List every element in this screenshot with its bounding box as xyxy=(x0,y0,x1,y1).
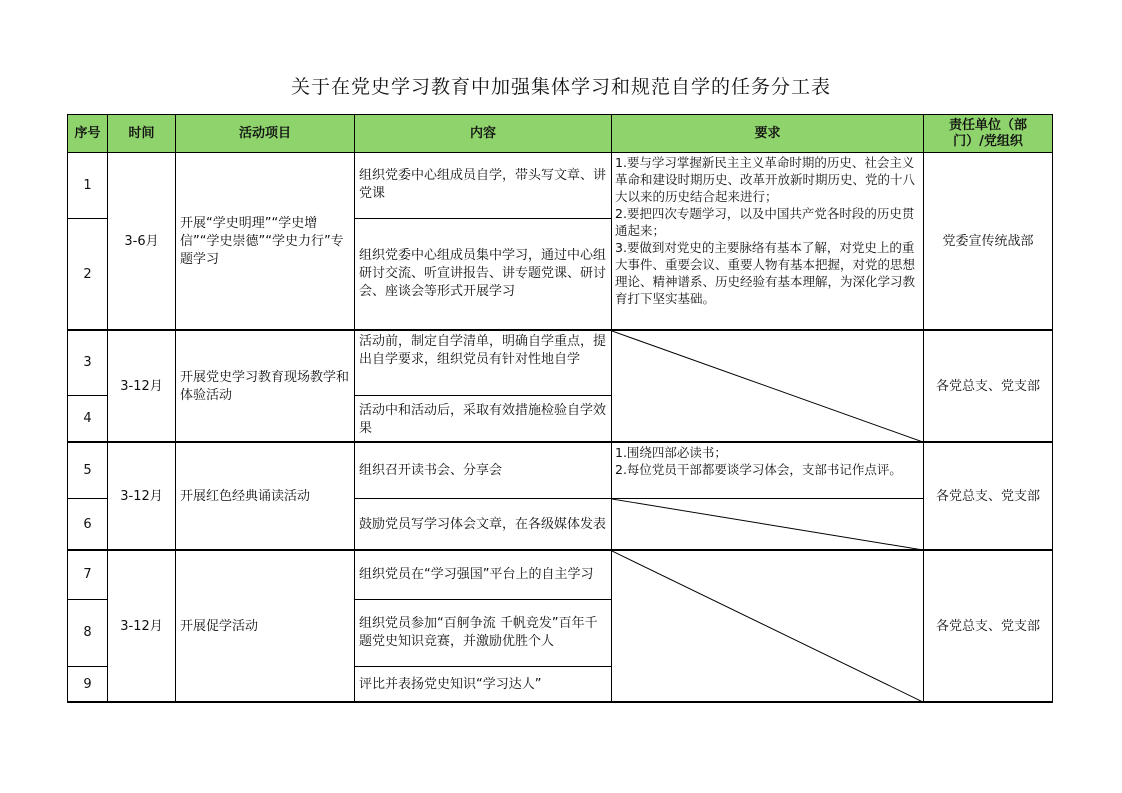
seq-cell: 9 xyxy=(67,666,108,703)
table-bottom-border xyxy=(67,701,1053,703)
seq-cell: 6 xyxy=(67,498,108,551)
content-cell: 组织党委中心组成员自学，带头写文章、讲党课 xyxy=(354,152,612,219)
seq-cell: 1 xyxy=(67,152,108,219)
content-cell: 活动中和活动后，采取有效措施检验自学效果 xyxy=(354,395,612,443)
activity-cell: 开展“学史明理”“学史增信”“学史崇德”“学史力行”专题学习 xyxy=(175,152,355,331)
content-cell: 组织召开读书会、分享会 xyxy=(354,442,612,499)
activity-cell: 开展红色经典诵读活动 xyxy=(175,442,355,551)
diagonal-line xyxy=(612,551,923,702)
time-cell: 3-6月 xyxy=(107,152,176,331)
unit-cell: 党委宣传统战部 xyxy=(923,152,1053,331)
requirement-empty-cell xyxy=(611,330,924,443)
header-requirement: 要求 xyxy=(611,114,924,153)
requirement-cell: 1.要与学习掌握新民主主义革命时期的历史、社会主义革命和建设时期历史、改革开放新时期历史、党的十八大以来的历史结合起来进行； 2.要把四次专题学习，以及中国共产党各时段的历史贯通起来； 3.要做到对党史的主要脉络有基本了解，对党史上的重大事件、重要会议、重要人物有基本把握，对党的思想理论、精神谱系、历史经验有基本理解，为深化学习教育打下坚实基础。 xyxy=(611,152,924,331)
header-content: 内容 xyxy=(354,114,612,153)
content-cell: 活动前，制定自学清单，明确自学重点，提出自学要求，组织党员有针对性地自学 xyxy=(354,330,612,396)
content-cell: 评比并表扬党史知识“学习达人” xyxy=(354,666,612,703)
time-cell: 3-12月 xyxy=(107,442,176,551)
activity-cell: 开展党史学习教育现场教学和体验活动 xyxy=(175,330,355,443)
seq-cell: 3 xyxy=(67,330,108,396)
seq-cell: 5 xyxy=(67,442,108,499)
seq-cell: 2 xyxy=(67,218,108,331)
seq-cell: 7 xyxy=(67,550,108,600)
diagonal-line xyxy=(612,499,923,550)
unit-cell: 各党总支、党支部 xyxy=(923,550,1053,703)
seq-cell: 8 xyxy=(67,599,108,667)
page-title: 关于在党史学习教育中加强集体学习和规范自学的任务分工表 xyxy=(290,76,831,98)
content-cell: 组织党员参加“百舸争流 千帆竞发”百年千题党史知识竞赛，并激励优胜个人 xyxy=(354,599,612,667)
content-cell: 组织党员在“学习强国”平台上的自主学习 xyxy=(354,550,612,600)
unit-cell: 各党总支、党支部 xyxy=(923,442,1053,551)
header-time: 时间 xyxy=(107,114,176,153)
unit-cell: 各党总支、党支部 xyxy=(923,330,1053,443)
seq-cell: 4 xyxy=(67,395,108,443)
header-activity: 活动项目 xyxy=(175,114,355,153)
requirement-empty-cell xyxy=(611,498,924,551)
header-unit: 责任单位（部门）/党组织 xyxy=(923,114,1053,153)
requirement-empty-cell xyxy=(611,550,924,703)
content-cell: 鼓励党员写学习体会文章，在各级媒体发表 xyxy=(354,498,612,551)
time-cell: 3-12月 xyxy=(107,550,176,703)
diagonal-line xyxy=(612,331,923,442)
activity-cell: 开展促学活动 xyxy=(175,550,355,703)
time-cell: 3-12月 xyxy=(107,330,176,443)
requirement-cell: 1.围绕四部必读书； 2.每位党员干部都要谈学习体会，支部书记作点评。 xyxy=(611,442,924,499)
content-cell: 组织党委中心组成员集中学习，通过中心组研讨交流、听宣讲报告、讲专题党课、研讨会、座谈会等形式开展学习 xyxy=(354,218,612,331)
header-seq: 序号 xyxy=(67,114,108,153)
group-divider xyxy=(67,441,1053,443)
group-divider xyxy=(67,549,1053,551)
group-divider xyxy=(67,329,1053,331)
